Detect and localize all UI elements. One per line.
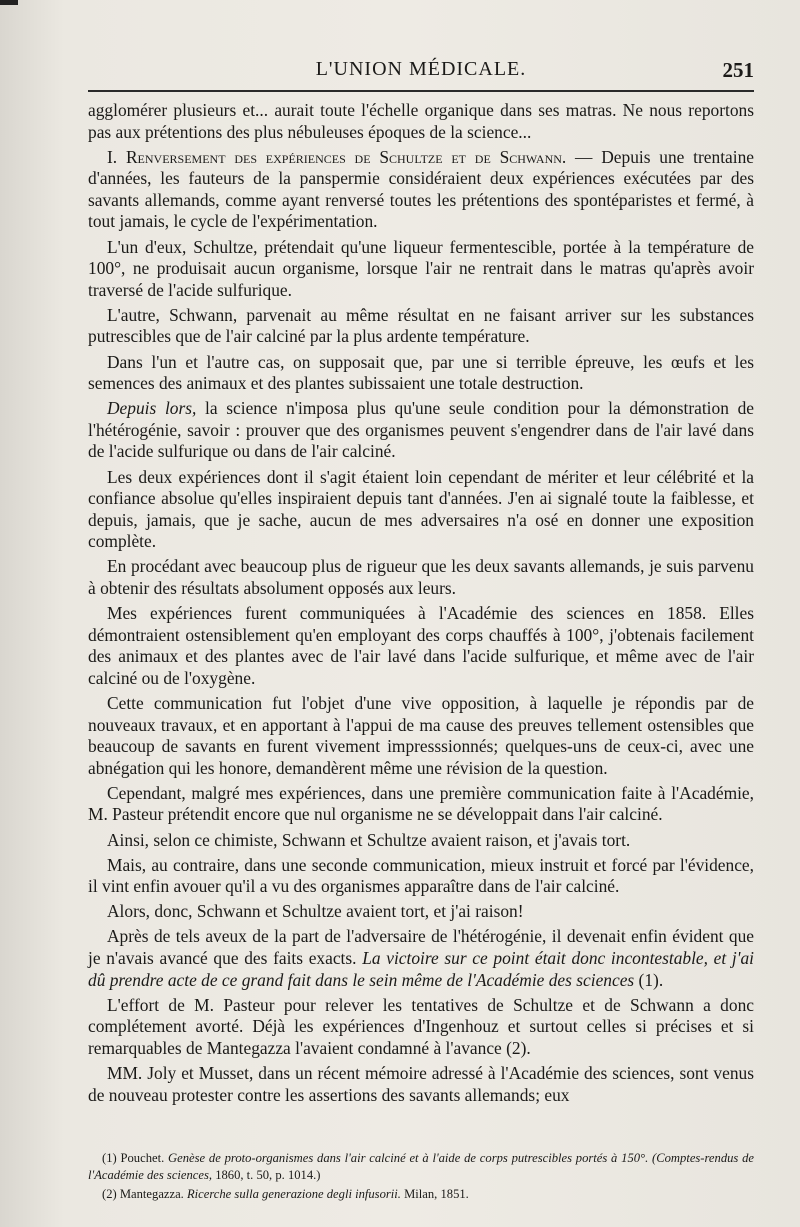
paragraph: L'un d'eux, Schultze, prétendait qu'une liqueur fermentescible, portée à la température de 100°, ne produisait aucun organisme, lorsque l'air ne rentrait dans le matras qu'après avoir traversé de l'acide sulfurique.	[88, 236, 754, 300]
footnote-marker: (1)	[102, 1151, 117, 1165]
paragraph: Cette communication fut l'objet d'une vive opposition, à laquelle je répondis par de nouveaux travaux, et en apportant à l'appui de ma cause des preuves tellement ostensibles que beaucoup de savants en furent vivement impresssionnés; quelques-uns de ceux-ci, avec une abnégation qui les honore, demandèrent même une révision de la question.	[88, 692, 754, 778]
footnote-author: Mantegazza.	[119, 1187, 184, 1201]
paragraph: Alors, donc, Schwann et Schultze avaient tort, et j'ai raison!	[107, 901, 524, 922]
body-text	[88, 100, 754, 1110]
header-rule	[88, 90, 754, 92]
paragraph: Mais, au contraire, dans une seconde communication, mieux instruit et forcé par l'évidence, il vint enfin avouer qu'il a vu des organismes apparaître dans de l'air calciné.	[88, 854, 754, 897]
paragraph: MM. Joly et Musset, dans un récent mémoire adressé à l'Académie des sciences, sont venus de nouveau protester contre les assertions des savants allemands; eux	[88, 1062, 754, 1105]
paragraph: Les deux expériences dont il s'agit étaient loin cependant de mériter et leur célébrité et la confiance absolue qu'elles inspiraient depuis tant d'années. J'en ai signalé toute la faiblesse, et depuis, jamais, que je sache, aucun de mes adversaires n'a osé en donner une exposition complète.	[88, 466, 754, 552]
section-heading: Renversement des expériences de Schultze et de Schwann.	[125, 146, 567, 167]
page-header	[88, 58, 754, 88]
running-title: L'UNION MÉDICALE.	[315, 58, 527, 80]
footnote-details: 1860, t. 50, p. 1014.)	[215, 1168, 321, 1182]
italic-lead: Depuis lors,	[107, 398, 197, 419]
paragraph: Ainsi, selon ce chimiste, Schwann et Schultze avaient raison, et j'avais tort.	[107, 829, 631, 850]
paragraph: Cependant, malgré mes expériences, dans une première communication faite à l'Académie, M. Pasteur prétendit encore que nul organisme ne se développait dans l'air calciné.	[88, 782, 754, 825]
footnote-marker: (2)	[102, 1187, 117, 1201]
footnote	[88, 1186, 754, 1203]
section-paragraph: I. Renversement des expériences de Schultze et de Schwann. — Depuis une trentaine d'années, les fauteurs de la panspermie considéraient deux expériences exécutées par des savants allemands, comme ayant renversé toutes les prétentions des spontéparistes et fermé, à tout jamais, le cycle de l'expérimentation.	[88, 146, 755, 232]
paragraph-continued: agglomérer plusieurs et... aurait toute l'échelle organique dans ses matras. Ne nous reportons pas aux prétentions des plus nébuleuses époques de la science...	[88, 100, 754, 142]
paragraph: En procédant avec beaucoup plus de rigueur que les deux savants allemands, je suis parvenu à obtenir des résultats absolument opposés aux leurs.	[88, 556, 754, 598]
paragraph: Depuis lors, la science n'imposa plus qu'une seule condition pour la démonstration de l'hétérogénie, savoir : prouver que des organismes peuvent s'engendrer dans de l'air lavé dans de l'acide sulfurique ou dans de l'air calciné.	[88, 398, 754, 462]
paragraph: L'effort de M. Pasteur pour relever les tentatives de Schultze et de Schwann a donc complétement avorté. Déjà les expériences d'Ingenhouz et surtout celles si précises et si remarquables de Mantegazza l'avaient condamné à l'avance (2).	[88, 994, 754, 1058]
footnote-title: Ricerche sulla generazione degli infusorii.	[186, 1187, 401, 1201]
scan-edge-mark	[0, 0, 18, 5]
paragraph: Après de tels aveux de la part de l'adversaire de l'hétérogénie, il devenait enfin évident que je n'avais avancé que des faits exacts. La victoire sur ce point était donc incontestable, et j'ai dû prendre acte de ce grand fait dans le sein même de l'Académie des sciences (1).	[88, 926, 754, 990]
page-number: 251	[722, 58, 754, 82]
footnote-author: Pouchet.	[120, 1151, 165, 1165]
section-number: I.	[107, 146, 118, 167]
footnote-details: Milan, 1851.	[404, 1187, 469, 1201]
paragraph: L'autre, Schwann, parvenait au même résultat en ne faisant arriver sur les substances putrescibles que de l'air calciné par la plus ardente température.	[88, 304, 754, 347]
italic-passage: La victoire sur ce point était donc incontestable, et j'ai dû prendre acte de ce grand fait dans le sein même de l'Académie des sciences	[88, 947, 754, 990]
footnotes	[88, 1150, 754, 1205]
paragraph: Mes expériences furent communiquées à l'Académie des sciences en 1858. Elles démontraient ostensiblement qu'en employant des corps chauffés à 100°, j'obtenais facilement des animaux et des plantes avec de l'air lavé dans l'acide sulfurique, et même avec de l'air calciné ou de l'oxygène.	[88, 603, 754, 688]
paragraph: Dans l'un et l'autre cas, on supposait que, par une si terrible épreuve, les œufs et les semences des animaux et des plantes subissaient une totale destruction.	[88, 351, 754, 394]
footnote	[88, 1150, 754, 1184]
footnote-title: Genèse de proto-organismes dans l'air calciné et à l'aide de corps putrescibles portés à 150°. (Comptes-rendus de l'Académie des sciences,	[88, 1151, 754, 1182]
